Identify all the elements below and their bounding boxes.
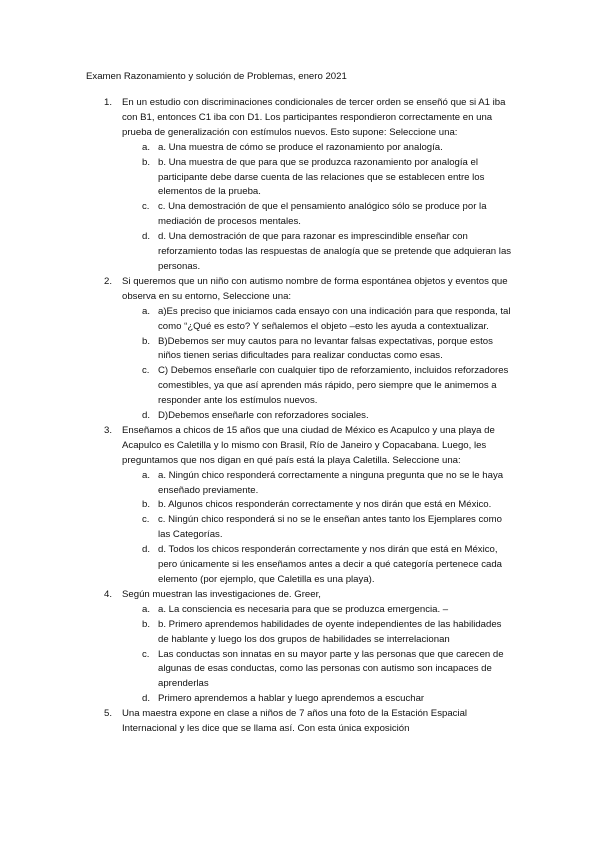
question-3 bbox=[0, 424, 599, 588]
option-letter: b. bbox=[142, 499, 151, 511]
option-a bbox=[0, 141, 599, 156]
option-d bbox=[0, 692, 599, 707]
option-letter: a. bbox=[142, 141, 151, 153]
exam-title: Examen Razonamiento y solución de Problemas, enero 2021 bbox=[86, 71, 347, 82]
option-d bbox=[0, 230, 599, 275]
option-letter: d. bbox=[142, 231, 151, 243]
option-letter: a. bbox=[142, 305, 151, 317]
question-5 bbox=[0, 707, 599, 737]
option-letter: c. bbox=[142, 365, 150, 377]
option-text: c. Ningún chico responderá si no se le enseñan antes tanto los Ejemplares como las Categorías. bbox=[158, 514, 502, 541]
option-letter: b. bbox=[142, 156, 151, 168]
option-text: C) Debemos enseñarle con cualquier tipo de reforzamiento, incluidos reforzadores comestibles, ya que así aprenden más rápido, pero siempre que le animemos a responder ante los estímulos nuevos. bbox=[158, 365, 509, 407]
option-letter: d. bbox=[142, 693, 151, 705]
question-text: Según muestran las investigaciones de. Greer, bbox=[122, 588, 321, 600]
option-text: c. Una demostración de que el pensamiento analógico sólo se produce por la mediación de procesos mentales. bbox=[158, 201, 487, 228]
option-list bbox=[0, 305, 599, 424]
option-b bbox=[0, 498, 599, 513]
option-text: a. Una muestra de cómo se produce el razonamiento por analogía. bbox=[158, 141, 443, 153]
option-text: B)Debemos ser muy cautos para no levantar falsas expectativas, porque estos niños tienen serias dificultades para realizar conductas como esas. bbox=[158, 335, 493, 362]
option-b bbox=[0, 335, 599, 365]
option-text: b. Primero aprendemos habilidades de oyente independientes de las habilidades de hablante y luego los dos grupos de habilidades se interrelacionan bbox=[158, 618, 502, 645]
option-letter: c. bbox=[142, 648, 150, 660]
question-number: 1. bbox=[104, 97, 113, 108]
question-1 bbox=[0, 96, 599, 275]
option-letter: a. bbox=[142, 469, 151, 481]
option-list bbox=[0, 603, 599, 707]
option-text: D)Debemos enseñarle con reforzadores sociales. bbox=[158, 410, 369, 422]
option-text: d. Todos los chicos responderán correctamente y nos dirán que está en México, pero únicamente si les enseñamos antes a decir a qué categoría pertenece cada elemento (por ejemplo, que Caletilla es una playa). bbox=[158, 544, 502, 585]
option-c bbox=[0, 364, 599, 409]
option-text: a)Es preciso que iniciamos cada ensayo con una indicación para que responda, tal como “¿Qué es esto? Y señalemos el objeto –esto les ayuda a contextualizar. bbox=[158, 305, 511, 332]
option-a bbox=[0, 469, 599, 499]
question-list bbox=[0, 96, 599, 737]
option-text: a. La consciencia es necesaria para que se produzca emergencia. – bbox=[158, 603, 449, 615]
option-d bbox=[0, 409, 599, 424]
option-text: Las conductas son innatas en su mayor parte y las personas que que carecen de algunas de esas conductas, como las personas con autismo son incapaces de aprenderlas bbox=[158, 648, 504, 690]
question-text: En un estudio con discriminaciones condicionales de tercer orden se enseñó que si A1 iba con B1, entonces C1 iba con D1. Los participantes respondieron correctamente en una prueba de generalización con estímulos nuevos. Esto supone: Seleccione una: bbox=[122, 97, 506, 138]
option-list bbox=[0, 141, 599, 275]
option-letter: d. bbox=[142, 544, 151, 556]
option-b bbox=[0, 618, 599, 648]
option-letter: b. bbox=[142, 618, 151, 630]
option-list bbox=[0, 469, 599, 588]
option-letter: d. bbox=[142, 410, 151, 422]
option-text: a. Ningún chico responderá correctamente a ninguna pregunta que no se le haya enseñado previamente. bbox=[158, 469, 504, 496]
option-c bbox=[0, 513, 599, 543]
option-text: b. Una muestra de que para que se produzca razonamiento por analogía el participante debe darse cuenta de las relaciones que se establecen entre los elementos de la prueba. bbox=[158, 156, 485, 198]
question-number: 3. bbox=[104, 424, 113, 436]
option-c bbox=[0, 200, 599, 230]
question-text: Enseñamos a chicos de 15 años que una ciudad de México es Acapulco y una playa de Acapulco es Caletilla y lo mismo con Brasil, Río de Janeiro y Copacabana. Luego, les preguntamos que nos digan en qué país está la playa Caletilla. Seleccione una: bbox=[122, 424, 495, 466]
option-text: d. Una demostración de que para razonar es imprescindible enseñar con reforzamiento todas las respuestas de analogía que se pretende que adquieran las personas. bbox=[158, 231, 512, 272]
option-letter: c. bbox=[142, 514, 150, 526]
option-b bbox=[0, 156, 599, 201]
question-number: 5. bbox=[104, 708, 113, 720]
question-4 bbox=[0, 588, 599, 707]
option-text: Primero aprendemos a hablar y luego aprendemos a escuchar bbox=[158, 693, 425, 705]
option-a bbox=[0, 305, 599, 335]
option-c bbox=[0, 648, 599, 693]
option-d bbox=[0, 543, 599, 588]
question-text: Si queremos que un niño con autismo nombre de forma espontánea objetos y eventos que observa en su entorno, Seleccione una: bbox=[122, 275, 508, 302]
option-letter: b. bbox=[142, 335, 151, 347]
question-number: 2. bbox=[104, 275, 113, 287]
question-number: 4. bbox=[104, 588, 113, 600]
option-letter: a. bbox=[142, 603, 151, 615]
question-text: Una maestra expone en clase a niños de 7 años una foto de la Estación Espacial Internacional y les dice que se llama así. Con esta única exposición bbox=[122, 708, 468, 735]
question-2 bbox=[0, 275, 599, 424]
option-a bbox=[0, 603, 599, 618]
option-letter: c. bbox=[142, 201, 150, 213]
option-text: b. Algunos chicos responderán correctamente y nos dirán que está en México. bbox=[158, 499, 492, 511]
